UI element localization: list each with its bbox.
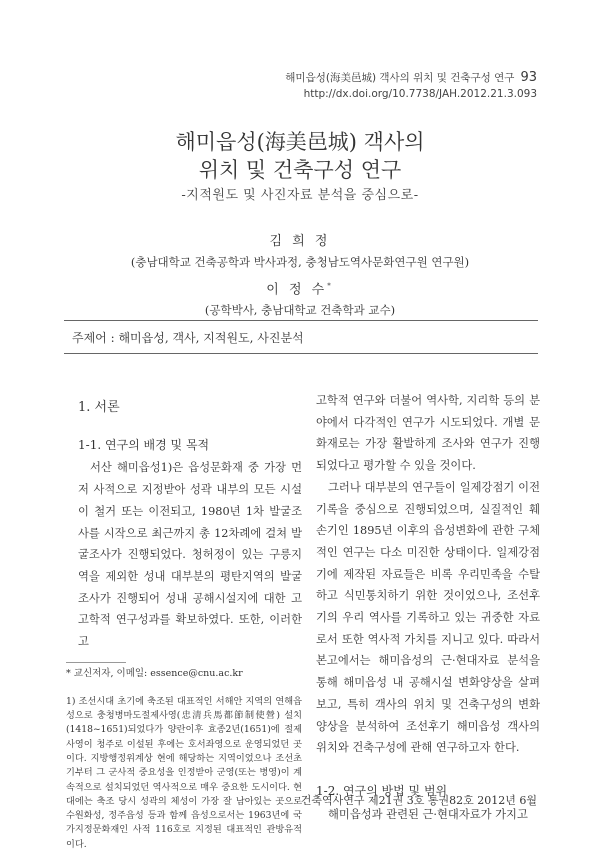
- author-name: 이 정 수*: [266, 282, 334, 298]
- body-paragraph: 고학적 연구와 더불어 역사학, 지리학 등의 분야에서 다각적인 연구가 시도되었다. 개별 문화재로는 가장 활발하게 조사와 연구가 진행되었다고 평가할 수 있을 것이다.: [316, 394, 540, 473]
- right-column: [316, 390, 540, 825]
- author-affiliation: (공학박사, 충남대학교 건축학과 교수): [204, 303, 396, 318]
- body-paragraph: 해미읍성과 관련된 근·현대자료가 가지고: [328, 807, 528, 821]
- running-header: [285, 70, 537, 85]
- corresponding-mark: *: [327, 282, 334, 290]
- authors-block: [0, 232, 600, 320]
- subsection-heading: 1-1. 연구의 배경 및 목적: [78, 437, 210, 452]
- subsection-heading: 1-2. 연구의 방법 및 범위: [316, 783, 448, 798]
- paper-subtitle: -지적원도 및 사진자료 분석을 중심으로-: [181, 188, 419, 203]
- author-affiliation: (충남대학교 건축공학과 박사과정, 충청남도역사문화연구원 연구원): [130, 255, 470, 269]
- body-paragraph: 그러나 대부분의 연구들이 일제강점기 이전 기록을 중심으로 진행되었으며, 실질적인 훼손기인 1895년 이후의 읍성변화에 관한 구체적인 연구는 다소 미진한 상태이다. 일제강점기에 제작된 자료들은 비록 우리민족을 수탈하고 식민통치하기 위한 것이었으나, 조선후기의 우리 역사를 기록하고 있는 귀중한 자료로서 또한 역사적 가치를 지니고 있다. 따라서 본고에서는 해미읍성의 근·현대자료 분석을 통해 해미읍성 내 공해시설 변화양상을 살펴보고, 특히 객사의 위치 및 건축구성의 변화 양상을 분석하여 조선후기 해미읍성 객사의 위치와 건축구성에 관해 연구하고자 한다.: [316, 480, 540, 755]
- doi-link[interactable]: http://dx.doi.org/10.7738/JAH.2012.21.3.093: [303, 88, 537, 100]
- corresponding-author-note: * 교신저자, 이메일: essence@cnu.ac.kr: [66, 667, 243, 679]
- journal-footer: 건축역사연구 제21권 3호 통권82호 2012년 6월: [300, 794, 537, 807]
- title-block: [0, 128, 600, 206]
- footnote: 1) 조선시대 초기에 축조된 대표적인 서해안 지역의 연해읍성으로 충청병마도절제사영(忠淸兵馬都節制使營) 설치(1418~1651)되었다가 양란이후 효종2년(1651)에 절제사영이 청주로 이설된 후에는 호서좌영으로 운영되었던 곳이다. 지방행정위계상 현에 해당하는 지역이었으나 조선초기부터 그 군사적 중요성을 인정받아 군영(또는 병영)이 계속적으로 설치되었던 역사적으로 매우 중요한 도시이다. 현대에는 축조 당시 성곽의 체성이 가장 잘 남아있는 곳으로 수원화성, 정주읍성 등과 함께 읍성으로서는 1963년에 국가지정문화재인 사적 116호로 지정된 대표적인 관방유적이다.: [66, 695, 302, 850]
- paper-title-line2: 위치 및 건축구성 연구: [198, 158, 402, 182]
- paper-title-line1: 해미읍성(海美邑城) 객사의: [175, 130, 425, 154]
- footnote-divider: [66, 662, 126, 663]
- page-number: 93: [520, 70, 537, 85]
- section-heading: 1. 서론: [78, 400, 120, 415]
- author-name: 김 희 정: [269, 234, 331, 249]
- body-paragraph: 서산 해미읍성1)은 읍성문화재 중 가장 먼저 사적으로 지정받아 성곽 내부의 모든 시설이 철거 또는 이전되고, 1980년 1차 발굴조사를 시작으로 최근까지 총 12차례에 걸쳐 발굴조사가 진행되었다. 청허정이 있는 구릉지역을 제외한 성내 대부분의 평탄지역의 발굴조사가 진행되어 성내 공해시설지에 대한 고고학적 연구성과를 확보하였다. 또한, 이러한 고: [78, 461, 302, 649]
- keywords-box: 주제어 : 해미읍성, 객사, 지적원도, 사진분석: [64, 320, 538, 354]
- running-title: 해미읍성(海美邑城) 객사의 위치 및 건축구성 연구: [285, 72, 515, 84]
- left-column: [66, 390, 302, 852]
